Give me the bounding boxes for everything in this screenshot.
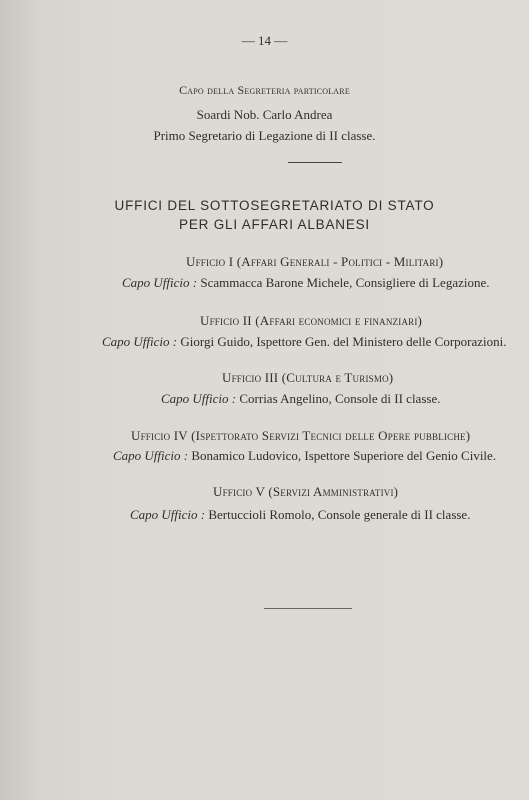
office-head-row bbox=[102, 334, 507, 350]
office-head-row bbox=[113, 448, 496, 464]
segreteria-title: Capo della Segreteria particolare bbox=[179, 83, 350, 97]
segreteria-role: Primo Segretario di Legazione di II classe. bbox=[153, 128, 376, 143]
capo-ufficio-label: Capo Ufficio : bbox=[130, 507, 206, 522]
capo-ufficio-label: Capo Ufficio : bbox=[102, 334, 178, 349]
office-head: Giorgi Guido, Ispettore Gen. del Ministero delle Corporazioni. bbox=[180, 334, 507, 349]
divider-top bbox=[288, 162, 342, 163]
section-title-line2: PER GLI AFFARI ALBANESI bbox=[179, 217, 370, 232]
capo-ufficio-label: Capo Ufficio : bbox=[122, 275, 198, 290]
office-head: Scammacca Barone Michele, Consigliere di Legazione. bbox=[200, 275, 490, 290]
page-number: — 14 — bbox=[241, 33, 288, 48]
office-head: Bertuccioli Romolo, Console generale di II classe. bbox=[208, 507, 471, 522]
office-title: Ufficio I (Affari Generali - Politici - Militari) bbox=[186, 254, 444, 269]
office-head-row bbox=[130, 507, 470, 523]
section-title-line1: UFFICI DEL SOTTOSEGRETARIATO DI STATO bbox=[114, 198, 435, 213]
office-title: Ufficio IV (Ispettorato Servizi Tecnici delle Opere pubbliche) bbox=[131, 428, 471, 443]
segreteria-name: Soardi Nob. Carlo Andrea bbox=[196, 107, 333, 122]
office-head-row bbox=[122, 275, 490, 291]
office-head: Corrias Angelino, Console di II classe. bbox=[239, 391, 441, 406]
capo-ufficio-label: Capo Ufficio : bbox=[113, 448, 189, 463]
office-title: Ufficio II (Affari economici e finanziari) bbox=[200, 313, 423, 328]
capo-ufficio-label: Capo Ufficio : bbox=[161, 391, 237, 406]
office-title: Ufficio III (Cultura e Turismo) bbox=[222, 370, 394, 385]
office-title: Ufficio V (Servizi Amministrativi) bbox=[213, 484, 399, 499]
divider-bottom bbox=[264, 608, 352, 609]
office-head-row bbox=[161, 391, 440, 407]
office-head: Bonamico Ludovico, Ispettore Superiore del Genio Civile. bbox=[191, 448, 497, 463]
